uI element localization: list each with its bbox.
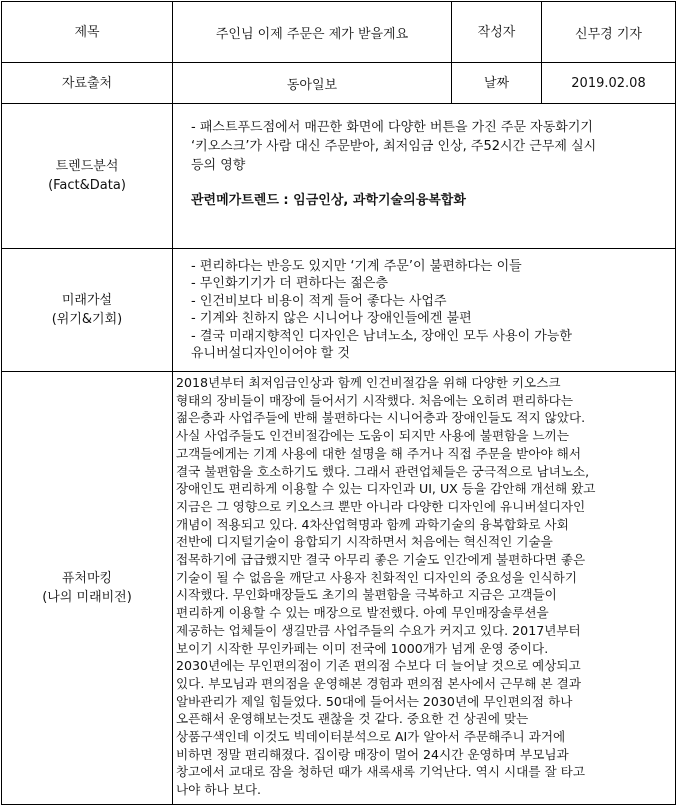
title-row — [2, 2, 676, 63]
trend-report-table — [1, 1, 676, 805]
futuring-line: 개념이 적용되고 있다. 4차산업혁명과 함께 과학기술의 융복합화로 사회 — [176, 516, 569, 532]
futuring-line: 고객들에게는 기계 사용에 대한 설명을 해 주거나 직접 주문을 받아야 해서 — [176, 445, 581, 461]
title-label: 제목 — [2, 2, 173, 63]
title-value: 주인님 이제 주문은 제가 받을게요 — [173, 2, 452, 63]
trend-analysis-body — [173, 104, 676, 249]
futuring-label-line: 퓨처마킹 — [61, 571, 113, 586]
futuring-line: 알바관리가 제일 힘들었다. 50대에 들어서는 2030년에 무인편의점 하나 — [176, 693, 573, 709]
futuring-line: 전반에 디지털기술이 융합되기 시작하면서 처음에는 혁신적인 기술을 — [176, 534, 553, 550]
date-label: 날짜 — [452, 63, 542, 104]
futuring-line: 결국 불편함을 호소하기도 했다. 그래서 관련업체들은 궁극적으로 남녀노소, — [176, 463, 590, 479]
futuring-line: 편리하게 이용할 수 있는 매장으로 발전했다. 아예 무인매장솔루션을 — [176, 605, 549, 621]
futuring-line: 젊은층과 사업주들에 반해 불편하다는 시니어층과 장애인들도 적지 않았다. — [176, 410, 586, 426]
futuring-line: 2018년부터 최저임금인상과 함께 인건비절감을 위해 다양한 키오스크 — [176, 375, 561, 390]
author-value: 신무경 기자 — [542, 2, 676, 63]
future-hypothesis-body — [173, 249, 676, 372]
futuring-line: 지금은 그 영향으로 키오스크 뿐만 아니라 다양한 디자인에 유니버설디자인 — [176, 498, 586, 514]
futuring-line: 비하면 정말 편리해졌다. 집이랑 매장이 멀어 24시간 운영하며 부모님과 — [176, 746, 569, 762]
trend-line: 등의 영향 — [191, 158, 246, 173]
trend-analysis-row — [2, 104, 676, 249]
megatrend-text: 관련메가트렌드 : 임금인상, 과학기술의융복합화 — [191, 193, 466, 208]
futuring-line: 시작했다. 무인화매장들도 초기의 불편함을 극복하고 지금은 고객들이 — [176, 587, 557, 603]
futuring-line: 제공하는 업체들이 생길만큼 사업주들의 수요가 커지고 있다. 2017년부터 — [176, 622, 581, 638]
futuring-line: 상품구색인데 이것도 빅데이터분석으로 AI가 알아서 주문해주니 과거에 — [176, 729, 566, 745]
trend-line: - 패스트푸드점에서 매끈한 화면에 다양한 버튼을 가진 주문 자동화기기 — [191, 120, 593, 135]
trend-label-sub: (Fact&Data) — [48, 178, 126, 193]
future-hypothesis-row — [2, 249, 676, 372]
futuring-line: 형태의 장비들이 매장에 들어서기 시작했다. 처음에는 오히려 편리하다는 — [176, 392, 573, 408]
source-row — [2, 63, 676, 104]
futuring-line: 기술이 될 수 없음을 깨닫고 사용자 친화적인 디자인의 중요성을 인식하기 — [176, 569, 577, 585]
futuring-line: 2030년에는 무인편의점이 기존 편의점 수보다 더 늘어날 것으로 예상되고 — [176, 658, 581, 674]
futuring-line: 창고에서 교대로 잠을 청하던 때가 새록새록 기억난다. 역시 시대를 잘 타고 — [176, 764, 586, 780]
future-line: - 인건비보다 비용이 적게 들어 좋다는 사업주 — [191, 293, 447, 309]
futuring-label-sub: (나의 미래비전) — [42, 590, 132, 605]
futuring-line: 나야 하나 보다. — [176, 782, 262, 798]
source-value: 동아일보 — [173, 63, 452, 104]
trend-line: ‘키오스크’가 사람 대신 주문받아, 최저임금 인상, 주52시간 근무제 실시 — [191, 139, 597, 154]
source-label: 자료출처 — [2, 63, 173, 104]
futuring-line: 있다. 부모님과 편의점을 운영해본 경험과 편의점 본사에서 근무해 본 결과 — [176, 675, 581, 691]
date-value: 2019.02.08 — [542, 63, 676, 104]
futuring-line: 오픈해서 운영해보는것도 괜찮을 것 같다. 중요한 건 상권에 맞는 — [176, 711, 529, 727]
future-line: 유니버설디자인이어야 할 것 — [191, 346, 350, 361]
futuring-body — [173, 372, 676, 805]
future-line: - 편리하다는 반응도 있지만 ‘기계 주문’이 불편하다는 이들 — [191, 258, 522, 274]
trend-analysis-label — [2, 104, 173, 249]
future-hypothesis-label — [2, 249, 173, 372]
future-line: - 기계와 친하지 않은 시니어나 장애인들에겐 불편 — [191, 311, 472, 326]
future-line: - 결국 미래지향적인 디자인은 남녀노소, 장애인 모두 사용이 가능한 — [191, 328, 572, 344]
futuring-line: 장애인도 편리하게 이용할 수 있는 디자인과 UI, UX 등을 감안해 개선해 왔고 — [176, 481, 596, 497]
futuring-line: 사실 사업주들도 인건비절감에는 도움이 되지만 사용에 불편함을 느끼는 — [176, 428, 569, 444]
futuring-line: 접목하기에 급급했지만 결국 아무리 좋은 기술도 인간에게 불편하다면 좋은 — [176, 552, 586, 568]
trend-label-line: 트렌드분석 — [55, 159, 119, 174]
futuring-row — [2, 372, 676, 805]
futuring-label — [2, 372, 173, 805]
author-label: 작성자 — [452, 2, 542, 63]
futuring-line: 보이기 시작한 무인카페는 이미 전국에 1000개가 넘게 운영 중이다. — [176, 640, 549, 656]
future-line: - 무인화기기가 더 편하다는 젊은층 — [191, 276, 389, 291]
future-label-line: 미래가설 — [61, 293, 113, 308]
future-label-sub: (위기&기회) — [51, 312, 123, 327]
